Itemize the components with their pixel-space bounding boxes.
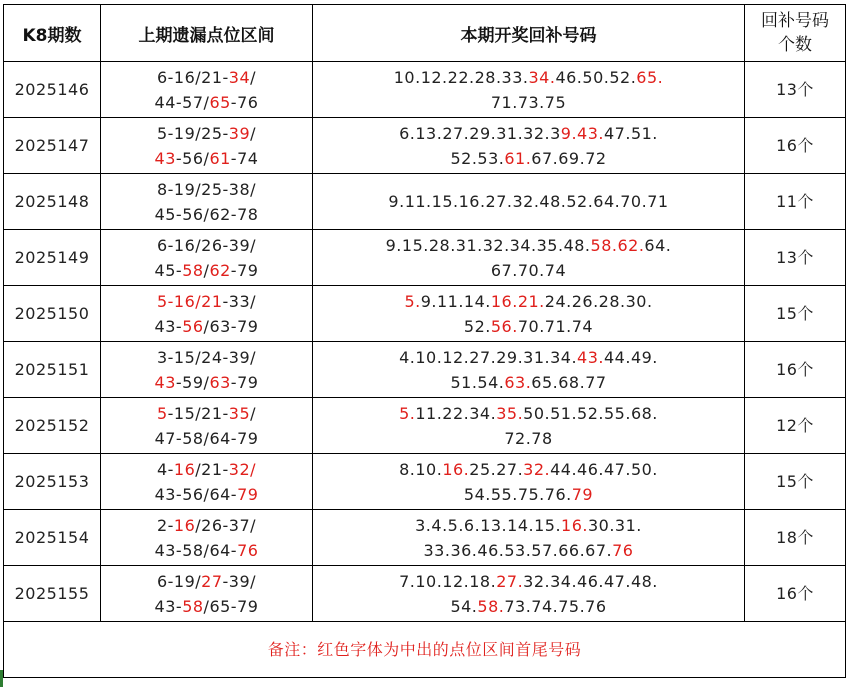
highlight-segment: 32. (523, 459, 551, 479)
period-cell: 2025154 (4, 510, 101, 566)
highlight-segment: 5. (404, 291, 421, 311)
highlight-segment: 61 (209, 148, 231, 168)
cell-line (101, 513, 312, 538)
cell-line (313, 258, 744, 283)
table-row (4, 398, 846, 454)
period-cell: 2025146 (4, 62, 101, 118)
count-cell: 18个 (745, 510, 846, 566)
range-cell (101, 174, 313, 230)
period-cell: 2025148 (4, 174, 101, 230)
table-row (4, 118, 846, 174)
text-segment: 52.53. (450, 148, 505, 168)
range-cell (101, 566, 313, 622)
cell-line (101, 345, 312, 370)
cell-line (313, 594, 744, 619)
table-row (4, 286, 846, 342)
highlight-segment: 16 (173, 459, 196, 479)
period-cell: 2025153 (4, 454, 101, 510)
text-segment: 71.73.75 (490, 92, 567, 112)
text-segment: -74 (230, 148, 259, 168)
highlight-segment: 58 (182, 260, 204, 280)
cell-line (313, 289, 744, 314)
cell-line (313, 401, 744, 426)
lottery-table (3, 4, 846, 678)
cell-line (101, 202, 312, 227)
numbers-cell (313, 174, 745, 230)
highlight-segment: 27. (496, 571, 524, 591)
text-segment: -76 (230, 92, 259, 112)
text-segment: -39/ (222, 571, 257, 591)
text-segment: 25.27. (469, 459, 524, 479)
highlight-segment: 5. (399, 403, 416, 423)
period-cell: 2025152 (4, 398, 101, 454)
highlight-segment: 9.43. (560, 123, 604, 143)
cell-line (101, 258, 312, 283)
text-segment: 44-57/ (154, 92, 210, 112)
cell-line (313, 233, 744, 258)
highlight-segment: 34. (528, 67, 556, 87)
table-body (4, 62, 846, 622)
count-cell: 16个 (745, 118, 846, 174)
count-cell: 16个 (745, 566, 846, 622)
range-cell (101, 230, 313, 286)
text-segment: 43-58/64- (154, 540, 238, 560)
table-row (4, 510, 846, 566)
text-segment: 70.71.74 (517, 316, 594, 336)
text-segment: -15/21- (167, 403, 229, 423)
cell-line (101, 426, 312, 451)
numbers-cell (313, 118, 745, 174)
cell-line (313, 513, 744, 538)
text-segment: 6-16/26-39/ (156, 235, 257, 255)
text-segment: 45-56/62-78 (154, 204, 259, 224)
text-segment: 8-19/25-38/ (156, 179, 257, 199)
highlight-segment: 65. (636, 67, 664, 87)
period-cell: 2025151 (4, 342, 101, 398)
text-segment: 44.46.47.50. (550, 459, 658, 479)
cell-line (313, 426, 744, 451)
sheet-edge-marker (0, 670, 3, 687)
text-segment: 64. (644, 235, 672, 255)
count-cell: 13个 (745, 230, 846, 286)
text-segment: 8.10. (399, 459, 443, 479)
text-segment: 9.11.14. (420, 291, 491, 311)
numbers-cell (313, 342, 745, 398)
text-segment: 73.74.75.76 (504, 596, 607, 616)
highlight-segment: 5 (156, 403, 168, 423)
text-segment: /21- (195, 459, 229, 479)
text-segment: 9.15.28.31.32.34.35.48. (385, 235, 591, 255)
cell-line (101, 233, 312, 258)
highlight-segment: 56. (490, 316, 518, 336)
highlight-segment: 27 (201, 571, 223, 591)
header-period: K8期数 (4, 5, 101, 62)
count-cell: 15个 (745, 454, 846, 510)
text-segment: 72.78 (504, 428, 553, 448)
cell-line (313, 121, 744, 146)
highlight-segment: 43 (154, 148, 176, 168)
cell-line (313, 146, 744, 171)
text-segment: 6-19/ (156, 571, 202, 591)
header-count-text: 回补号码个数 (761, 11, 829, 55)
text-segment: 50.51.52.55.68. (523, 403, 658, 423)
cell-line (101, 370, 312, 395)
text-segment: 4.10.12.27.29.31.34. (399, 347, 578, 367)
count-cell: 11个 (745, 174, 846, 230)
cell-line (101, 146, 312, 171)
header-ranges: 上期遗漏点位区间 (101, 5, 313, 62)
highlight-segment: 16.21. (490, 291, 545, 311)
text-segment: 46.50.52. (555, 67, 637, 87)
header-row (4, 5, 846, 62)
cell-line (101, 594, 312, 619)
text-segment: 67.69.72 (531, 148, 607, 168)
header-numbers: 本期开奖回补号码 (313, 5, 745, 62)
range-cell (101, 286, 313, 342)
text-segment: 2- (156, 515, 174, 535)
text-segment: 4- (156, 459, 174, 479)
cell-line (101, 401, 312, 426)
cell-line (101, 177, 312, 202)
text-segment: 47.51. (604, 123, 658, 143)
highlight-segment: 63. (504, 372, 532, 392)
highlight-segment: 61. (504, 148, 532, 168)
table-row (4, 230, 846, 286)
highlight-segment: 5-16/21 (156, 291, 223, 311)
highlight-segment: 35 (228, 403, 251, 423)
range-cell (101, 510, 313, 566)
highlight-segment: 65 (209, 92, 231, 112)
numbers-cell (313, 230, 745, 286)
text-segment: 5-19/25- (156, 123, 229, 143)
period-cell: 2025149 (4, 230, 101, 286)
text-segment: 33.36.46.53.57.66.67. (423, 540, 613, 560)
text-segment: 54.55.75.76. (463, 484, 572, 504)
cell-line (101, 65, 312, 90)
text-segment: 54. (450, 596, 478, 616)
note-text: 备注：红色字体为中出的点位区间首尾号码 (4, 622, 846, 678)
highlight-segment: 56 (182, 316, 204, 336)
table-row (4, 62, 846, 118)
text-segment: 6-16/21- (156, 67, 229, 87)
numbers-cell (313, 454, 745, 510)
period-cell: 2025150 (4, 286, 101, 342)
text-segment: 52. (463, 316, 491, 336)
cell-line (101, 90, 312, 115)
cell-line (101, 569, 312, 594)
numbers-cell (313, 566, 745, 622)
numbers-cell (313, 398, 745, 454)
highlight-segment: 39 (228, 123, 251, 143)
text-segment: 51.54. (450, 372, 505, 392)
text-segment: / (203, 260, 210, 280)
range-cell (101, 398, 313, 454)
highlight-segment: 16. (442, 459, 470, 479)
table-row (4, 454, 846, 510)
text-segment: /26-37/ (195, 515, 257, 535)
range-cell (101, 118, 313, 174)
text-segment: 10.12.22.28.33. (393, 67, 529, 87)
highlight-segment: 62 (209, 260, 231, 280)
cell-line (313, 65, 744, 90)
range-cell (101, 342, 313, 398)
range-cell (101, 454, 313, 510)
cell-line (101, 482, 312, 507)
highlight-segment: 58.62. (590, 235, 645, 255)
text-segment: 7.10.12.18. (399, 571, 497, 591)
text-segment: 11.22.34. (415, 403, 497, 423)
numbers-cell (313, 286, 745, 342)
cell-line (101, 457, 312, 482)
text-segment: 3.4.5.6.13.14.15. (415, 515, 562, 535)
highlight-segment: 43 (154, 372, 176, 392)
highlight-segment: 58 (182, 596, 204, 616)
count-cell: 12个 (745, 398, 846, 454)
text-segment: -79 (230, 260, 259, 280)
text-segment: /63-79 (203, 316, 259, 336)
cell-line (313, 345, 744, 370)
numbers-cell (313, 510, 745, 566)
text-segment: 43-56/64- (154, 484, 238, 504)
cell-line (313, 314, 744, 339)
text-segment: 45- (154, 260, 183, 280)
cell-line (101, 538, 312, 563)
range-cell (101, 62, 313, 118)
text-segment: 24.26.28.30. (544, 291, 653, 311)
highlight-segment: 79 (237, 484, 259, 504)
highlight-segment: 58. (477, 596, 505, 616)
text-segment: 32.34.46.47.48. (523, 571, 658, 591)
cell-line (101, 314, 312, 339)
text-segment: 43- (154, 596, 183, 616)
count-cell: 15个 (745, 286, 846, 342)
text-segment: / (250, 67, 257, 87)
table-row (4, 174, 846, 230)
highlight-segment: 16. (561, 515, 588, 535)
text-segment: 9.11.15.16.27.32.48.52.64.70.71 (388, 192, 669, 211)
numbers-cell (313, 62, 745, 118)
period-cell: 2025147 (4, 118, 101, 174)
cell-line (313, 538, 744, 563)
text-segment: /65-79 (203, 596, 259, 616)
cell-line (101, 289, 312, 314)
period-cell: 2025155 (4, 566, 101, 622)
table-row (4, 566, 846, 622)
text-segment: 67.70.74 (490, 260, 567, 280)
highlight-segment: 32/ (228, 459, 257, 479)
highlight-segment: 63 (209, 372, 231, 392)
cell-line (313, 482, 744, 507)
text-segment: / (250, 403, 257, 423)
cell-line (313, 457, 744, 482)
text-segment: 30.31. (587, 515, 642, 535)
text-segment: 47-58/64-79 (154, 428, 259, 448)
cell-line (313, 370, 744, 395)
text-segment: / (250, 123, 257, 143)
highlight-segment: 35. (496, 403, 524, 423)
highlight-segment: 79 (571, 484, 594, 504)
cell-line (313, 569, 744, 594)
highlight-segment: 43. (577, 347, 604, 367)
text-segment: -59/ (175, 372, 210, 392)
text-segment: 3-15/24-39/ (156, 347, 257, 367)
highlight-segment: 16 (173, 515, 196, 535)
highlight-segment: 34 (228, 67, 251, 87)
text-segment: 65.68.77 (531, 372, 607, 392)
text-segment: 43- (154, 316, 183, 336)
highlight-segment: 76 (612, 540, 634, 560)
text-segment: 44.49. (604, 347, 658, 367)
note-row (4, 622, 846, 678)
header-count (745, 5, 846, 62)
count-cell: 16个 (745, 342, 846, 398)
highlight-segment: 76 (237, 540, 259, 560)
text-segment: -56/ (175, 148, 210, 168)
table-row (4, 342, 846, 398)
cell-line (313, 189, 744, 214)
text-segment: -33/ (222, 291, 257, 311)
text-segment: -79 (230, 372, 259, 392)
cell-line (101, 121, 312, 146)
cell-line (313, 90, 744, 115)
text-segment: 6.13.27.29.31.32.3 (399, 123, 561, 143)
count-cell: 13个 (745, 62, 846, 118)
